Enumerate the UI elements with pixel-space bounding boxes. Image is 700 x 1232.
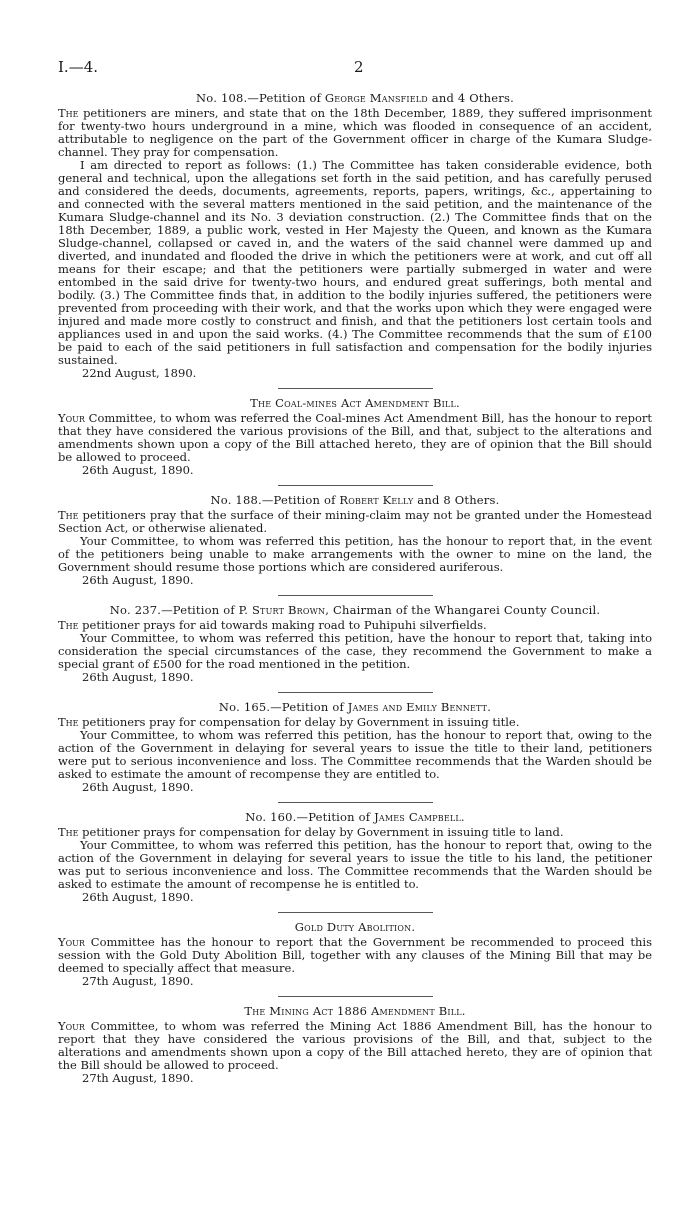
parliamentary-paper-reference: I.—4. bbox=[58, 58, 99, 76]
report-content bbox=[58, 92, 652, 1088]
section-divider bbox=[278, 388, 433, 389]
committee-report: I am directed to report as follows: (1.) The Committee has taken considerable evidence, both general and technical, upon the allegations set forth in the said petition, and has carefully perused and considered the deeds, documents, agreements, reports, papers, writings, &c., appertaining to and connected with the several matters mentioned in the said petition, and the maintenance of the Kumara Sludge-channel and its No. 3 deviation construction. (2.) The Committee finds that on the 18th December, 1889, a public work, vested in Her Majesty the Queen, and known as the Kumara Sludge-channel, collapsed or caved in, and the waters of the said channel were dammed up and diverted, and inundated and flooded the drive in which the petitioners were at work, and cut off all means for their escape; and that the petitioners were partially submerged in water and were entombed in the said drive for twenty-two hours, and endured great sufferings, both mental and bodily. (3.) The Committee finds that, in addition to the bodily injuries suffered, the petitioners were prevented from proceeding with their work, and that the works upon which they were engaged were injured and made more costly to construct and finish, and that the petitioners lost certain tools and appliances used in and upon the said works. (4.) The Committee recommends that the sum of £100 be paid to each of the said petitioners in full satisfaction and compensation for the bodily injuries sustained. bbox=[58, 158, 652, 367]
petition-summary: The petitioner prays for aid towards making road to Puhipuhi silverfields. bbox=[58, 618, 487, 632]
page-number: 2 bbox=[354, 58, 364, 76]
committee-report: Your Committee, to whom was referred this petition, has the honour to report that, owing to the action of the Government in delaying for several years to issue the title to his land, the petitioner was put to serious inconvenience and loss. The Committee recommends that the Warden should be asked to estimate the amount of recompense he is entitled to. bbox=[58, 838, 652, 891]
committee-report: Your Committee, to whom was referred this petition, has the honour to report that, owing to the action of the Government in delaying for several years to issue the title to their land, petitioners were put to serious inconvenience and loss. The Committee recommends that the Warden should be asked to estimate the amount of recompense they are entitled to. bbox=[58, 728, 652, 781]
petition-188 bbox=[58, 494, 652, 587]
section-divider bbox=[278, 485, 433, 486]
coal-mines-bill bbox=[58, 397, 652, 477]
section-title: No. 188.—Petition of Robert Kelly and 8 Others. bbox=[210, 493, 500, 507]
report-date: 22nd August, 1890. bbox=[82, 366, 197, 380]
petition-237 bbox=[58, 604, 652, 684]
report-date: 26th August, 1890. bbox=[82, 890, 194, 904]
petition-summary: The petitioners are miners, and state that on the 18th December, 1889, they suffered imprisonment for twenty-two hours underground in a mine, which was flooded in consequence of an accident, attributable to negligence on the part of the Government officer in charge of the Kumara Sludge-channel. They pray for compensation. bbox=[58, 106, 652, 159]
section-divider bbox=[278, 802, 433, 803]
petition-160 bbox=[58, 811, 652, 904]
section-divider bbox=[278, 996, 433, 997]
petition-summary: The petitioners pray for compensation for delay by Government in issuing title. bbox=[58, 715, 520, 729]
report-date: 26th August, 1890. bbox=[82, 780, 194, 794]
report-date: 26th August, 1890. bbox=[82, 670, 194, 684]
petition-165 bbox=[58, 701, 652, 794]
report-date: 27th August, 1890. bbox=[82, 974, 194, 988]
section-divider bbox=[278, 595, 433, 596]
committee-report: Your Committee, to whom was referred this petition, has the honour to report that, in the event of the petitioners being unable to make arrangements with the owner to mine on the land, the Government should resume those portions which are considered auriferous. bbox=[58, 534, 652, 574]
committee-report: Your Committee, to whom was referred this petition, have the honour to report that, taking into consideration the special circumstances of the case, they recommend the Government to make a special grant of £500 for the road mentioned in the petition. bbox=[58, 631, 652, 671]
section-title: Gold Duty Abolition. bbox=[294, 920, 416, 934]
section-title: No. 108.—Petition of George Mansfield and 4 Others. bbox=[196, 91, 514, 105]
report-date: 27th August, 1890. bbox=[82, 1071, 194, 1085]
section-title: The Mining Act 1886 Amendment Bill. bbox=[244, 1004, 466, 1018]
section-title: No. 237.—Petition of P. Sturt Brown, Chairman of the Whangarei County Council. bbox=[109, 603, 601, 617]
gold-duty-abolition bbox=[58, 921, 652, 988]
committee-report: Your Committee, to whom was referred the Coal-mines Act Amendment Bill, has the honour to report that they have considered the various provisions of the Bill, and that, subject to the alterations and amendments shown upon a copy of the Bill attached hereto, they are of opinion that the Bill should be allowed to proceed. bbox=[58, 411, 652, 464]
mining-act-1886-bill bbox=[58, 1005, 652, 1085]
committee-report: Your Committee, to whom was referred the Mining Act 1886 Amendment Bill, has the honour to report that they have considered the various provisions of the Bill, and that, subject to the alterations and amendments shown upon a copy of the Bill attached hereto, they are of opinion that the Bill should be allowed to proceed. bbox=[58, 1019, 652, 1072]
report-date: 26th August, 1890. bbox=[82, 573, 194, 587]
section-divider bbox=[278, 912, 433, 913]
committee-report: Your Committee has the honour to report that the Government be recommended to proceed this session with the Gold Duty Abolition Bill, together with any clauses of the Mining Bill that may be deemed to specially affect that measure. bbox=[58, 935, 652, 975]
section-title: No. 165.—Petition of James and Emily Bennett. bbox=[218, 700, 492, 714]
page-header bbox=[58, 58, 652, 78]
section-divider bbox=[278, 692, 433, 693]
petition-108 bbox=[58, 92, 652, 380]
report-date: 26th August, 1890. bbox=[82, 463, 194, 477]
petition-summary: The petitioner prays for compensation for delay by Government in issuing title to land. bbox=[58, 825, 564, 839]
section-title: The Coal-mines Act Amendment Bill. bbox=[250, 396, 460, 410]
section-title: No. 160.—Petition of James Campbell. bbox=[245, 810, 465, 824]
petition-summary: The petitioners pray that the surface of their mining-claim may not be granted under the Homestead Section Act, or otherwise alienated. bbox=[58, 508, 652, 535]
